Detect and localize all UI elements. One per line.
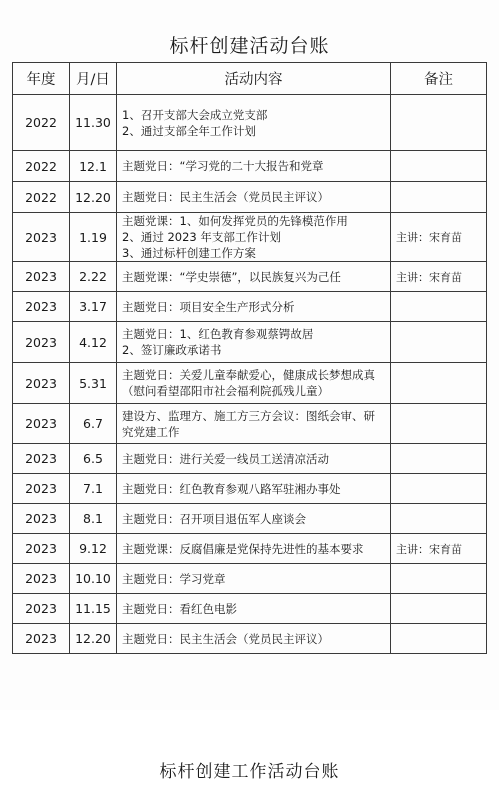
cell-content <box>117 404 391 444</box>
content-line: 建设方、监理方、施工方三方会议：图纸会审、研 <box>122 408 375 423</box>
content-line: 主题党日：民主生活会（党员民主评议） <box>122 631 329 646</box>
content-line: 主题党日：看红色电影 <box>122 601 237 616</box>
content-line: 2、签订廉政承诺书 <box>122 343 222 357</box>
cell-year: 2023 <box>13 213 70 262</box>
content-line: 主题党课：“学史崇德”，以民族复兴为己任 <box>122 269 341 284</box>
cell-content <box>117 474 391 504</box>
cell-note <box>391 444 487 474</box>
cell-note: 主讲：宋育苗 <box>391 262 487 292</box>
content-line: 主题党课：反腐倡廉是党保持先进性的基本要求 <box>122 541 364 556</box>
document-title: 标杆创建活动台账 <box>169 35 330 57</box>
table-row <box>13 404 487 444</box>
cell-note <box>391 564 487 594</box>
content-line: 主题党日：“学习党的二十大报告和党章 <box>122 159 324 173</box>
content-line: 主题党课：1、如何发挥党员的先锋模范作用 <box>122 214 348 228</box>
cell-note <box>391 363 487 404</box>
cell-year: 2023 <box>13 444 70 474</box>
cell-note <box>391 95 487 151</box>
content-line: 主题党日：召开项目退伍军人座谈会 <box>122 511 306 526</box>
cell-date: 10.10 <box>70 564 117 594</box>
cell-note <box>391 624 487 654</box>
cell-note: 主讲：宋育苗 <box>391 534 487 564</box>
table-row <box>13 322 487 363</box>
table-row <box>13 95 487 151</box>
cell-date: 12.1 <box>70 151 117 182</box>
cell-year: 2023 <box>13 564 70 594</box>
header-content: 活动内容 <box>117 63 391 95</box>
cell-date: 8.1 <box>70 504 117 534</box>
content-line: 主题党日：红色教育参观八路军驻湘办事处 <box>122 481 341 496</box>
cell-content <box>117 594 391 624</box>
cell-year: 2023 <box>13 322 70 363</box>
cell-date: 11.15 <box>70 594 117 624</box>
table-row <box>13 151 487 182</box>
cell-year: 2023 <box>13 262 70 292</box>
cell-content <box>117 504 391 534</box>
cell-content <box>117 213 391 262</box>
cell-content <box>117 534 391 564</box>
content-line: 2、通过支部全年工作计划 <box>122 123 256 138</box>
cell-content <box>117 262 391 292</box>
cell-date: 12.20 <box>70 624 117 654</box>
content-line: 究党建工作 <box>122 424 180 439</box>
cell-date: 7.1 <box>70 474 117 504</box>
table-row <box>13 534 487 564</box>
table-body <box>13 95 487 654</box>
cell-content <box>117 182 391 213</box>
cell-content <box>117 322 391 363</box>
cell-note <box>391 404 487 444</box>
cell-year: 2022 <box>13 182 70 213</box>
cell-date: 4.12 <box>70 322 117 363</box>
content-line: 主题党日：进行关爱一线员工送清凉活动 <box>122 451 329 466</box>
cell-content <box>117 363 391 404</box>
cell-year: 2023 <box>13 474 70 504</box>
content-line: （慰问看望邵阳市社会福利院孤残儿童） <box>122 384 329 398</box>
cell-content <box>117 151 391 182</box>
cell-content <box>117 624 391 654</box>
cell-date: 1.19 <box>70 213 117 262</box>
table-header-row <box>13 63 487 95</box>
table-row <box>13 564 487 594</box>
content-line: 主题党日：民主生活会（党员民主评议） <box>122 190 329 204</box>
cell-year: 2023 <box>13 292 70 322</box>
cell-year: 2022 <box>13 151 70 182</box>
content-line: 3、通过标杆创建工作方案 <box>122 246 256 260</box>
cell-note <box>391 292 487 322</box>
cell-note <box>391 594 487 624</box>
content-line: 2、通过 2023 年支部工作计划 <box>122 230 281 244</box>
table-row <box>13 213 487 262</box>
cell-date: 6.7 <box>70 404 117 444</box>
header-year: 年度 <box>13 63 70 95</box>
content-line: 1、召开支部大会成立党支部 <box>122 107 268 122</box>
table-row <box>13 444 487 474</box>
cell-note <box>391 504 487 534</box>
activity-ledger-table <box>12 62 487 654</box>
cell-content <box>117 292 391 322</box>
cell-date: 2.22 <box>70 262 117 292</box>
cell-content <box>117 564 391 594</box>
cell-year: 2023 <box>13 363 70 404</box>
cell-content <box>117 95 391 151</box>
cell-date: 9.12 <box>70 534 117 564</box>
header-date: 月/日 <box>70 63 117 95</box>
image-caption: 标杆创建工作活动台账 <box>159 762 340 782</box>
table-row <box>13 182 487 213</box>
cell-year: 2023 <box>13 534 70 564</box>
table-row <box>13 504 487 534</box>
table-row <box>13 292 487 322</box>
header-note: 备注 <box>391 63 487 95</box>
table-row <box>13 363 487 404</box>
cell-date: 12.20 <box>70 182 117 213</box>
cell-year: 2022 <box>13 95 70 151</box>
content-line: 主题党日：1、红色教育参观蔡锷故居 <box>122 327 314 341</box>
cell-year: 2023 <box>13 504 70 534</box>
cell-date: 6.5 <box>70 444 117 474</box>
table-row <box>13 594 487 624</box>
cell-date: 5.31 <box>70 363 117 404</box>
table-row <box>13 474 487 504</box>
cell-note: 主讲：宋育苗 <box>391 213 487 262</box>
table-row <box>13 262 487 292</box>
cell-note <box>391 151 487 182</box>
cell-note <box>391 474 487 504</box>
cell-date: 3.17 <box>70 292 117 322</box>
content-line: 主题党日：项目安全生产形式分析 <box>122 299 295 314</box>
table-row <box>13 624 487 654</box>
cell-note <box>391 322 487 363</box>
content-line: 主题党日：学习党章 <box>122 571 226 586</box>
cell-year: 2023 <box>13 404 70 444</box>
content-line: 主题党日：关爱儿童奉献爱心，健康成长梦想成真 <box>122 368 375 382</box>
cell-date: 11.30 <box>70 95 117 151</box>
cell-year: 2023 <box>13 624 70 654</box>
cell-note <box>391 182 487 213</box>
cell-content <box>117 444 391 474</box>
cell-year: 2023 <box>13 594 70 624</box>
